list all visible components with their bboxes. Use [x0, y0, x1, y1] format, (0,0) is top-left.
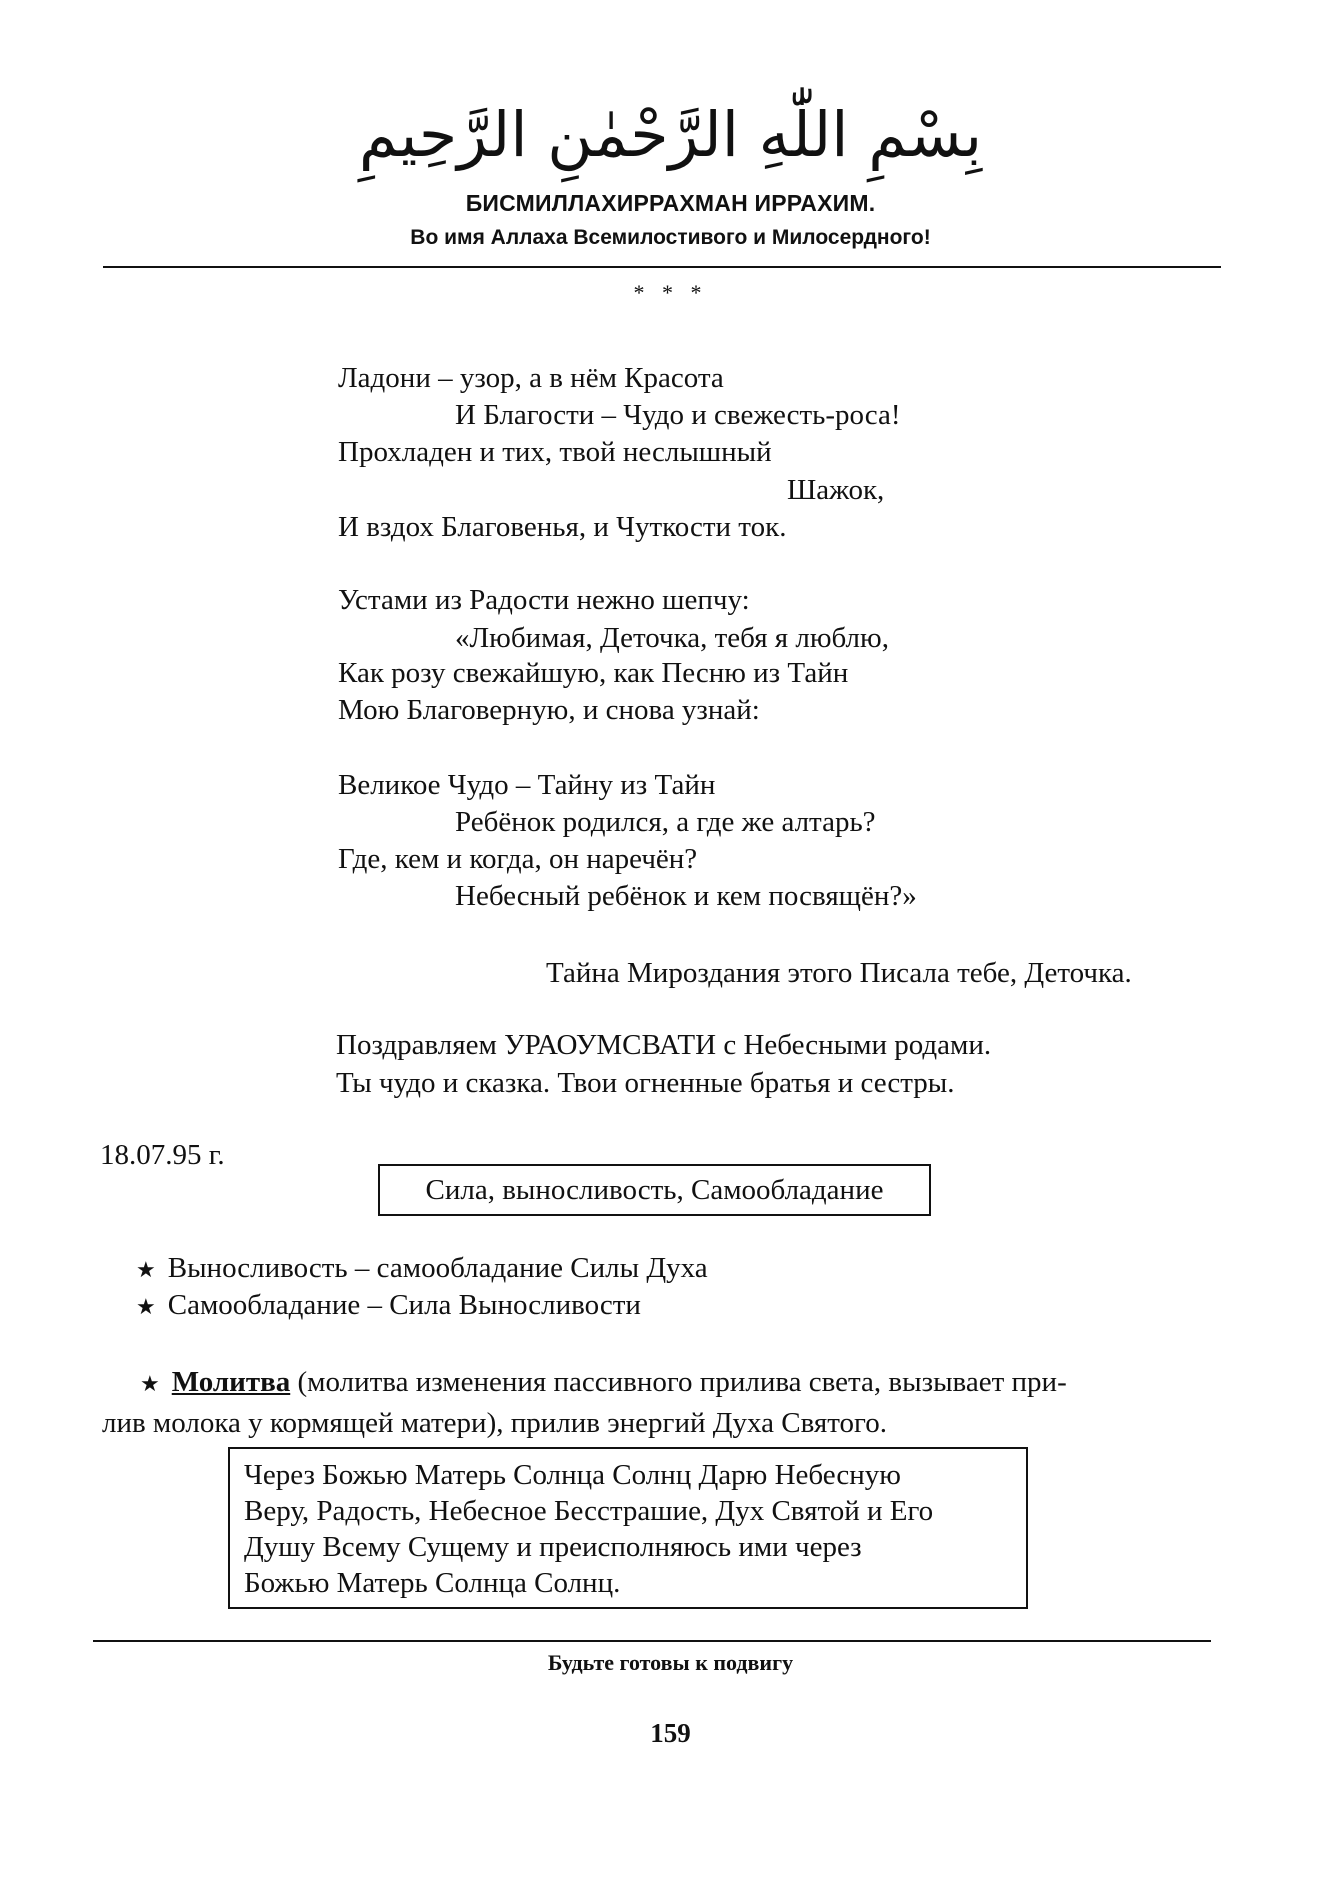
header-title: БИСМИЛЛАХИРРАХМАН ИРРАХИМ.	[465, 190, 876, 216]
prayer-description-cont: лив молока у кормящей матери), прилив энергий Духа Святого.	[102, 1407, 887, 1439]
poem-line: Мою Благоверную, и снова узнай:	[338, 694, 760, 726]
poem-line: Великое Чудо – Тайну из Тайн	[338, 769, 716, 801]
section-heading: Сила, выносливость, Самообладание	[425, 1174, 884, 1206]
footer-rule	[93, 1640, 1211, 1642]
poem-signature: Тайна Мироздания этого Писала тебе, Деточка.	[546, 957, 1132, 989]
prayer-description: (молитва изменения пассивного прилива света, вызывает при-	[290, 1366, 1067, 1398]
poem-line: И вздох Благовенья, и Чуткости ток.	[338, 511, 787, 543]
prayer-heading	[102, 1363, 1190, 1443]
greeting-line: Ты чудо и сказка. Твои огненные братья и сестры.	[336, 1067, 955, 1099]
greeting-line: Поздравляем УРАОУМСВАТИ с Небесными родами.	[336, 1029, 992, 1061]
header-rule	[103, 266, 1221, 268]
poem-line: Где, кем и когда, он наречён?	[338, 843, 698, 875]
section-heading-box	[378, 1164, 931, 1216]
poem-line: Ребёнок родился, а где же алтарь?	[455, 806, 876, 838]
poem-line: Шажок,	[787, 474, 885, 506]
prayer-keyword: Молитва	[171, 1366, 291, 1398]
star-icon: ★	[140, 1372, 160, 1397]
poem-line: Устами из Радости нежно шепчу:	[338, 584, 750, 616]
poem-line: Как розу свежайшую, как Песню из Тайн	[338, 657, 849, 689]
poem-line: Небесный ребёнок и кем посвящён?»	[455, 880, 917, 912]
prayer-line: Веру, Радость, Небесное Бесстрашие, Дух Святой и Его	[244, 1495, 934, 1527]
prayer-line: Душу Всему Сущему и преисполняюсь ими через	[244, 1531, 862, 1563]
star-icon: ★	[136, 1258, 156, 1283]
entry-date: 18.07.95 г.	[100, 1139, 225, 1171]
footer-motto: Будьте готовы к подвигу	[547, 1650, 794, 1675]
poem-separator: * * *	[633, 280, 708, 305]
poem-line: И Благости – Чудо и свежесть-роса!	[455, 399, 901, 431]
bullet-text: Самообладание – Сила Выносливости	[167, 1289, 641, 1321]
page-number: 159	[650, 1718, 691, 1748]
header-subtitle: Во имя Аллаха Всемилостивого и Милосердного!	[410, 226, 931, 249]
bullet-item	[136, 1287, 641, 1326]
poem-line: Прохладен и тих, твой неслышный	[338, 436, 772, 468]
poem-line: «Любимая, Деточка, тебя я люблю,	[455, 622, 889, 654]
bismillah-calligraphy: بِسْمِ اللّٰهِ الرَّحْمٰنِ الرَّحِيمِ	[358, 98, 983, 171]
star-icon: ★	[136, 1295, 156, 1320]
prayer-text-box	[228, 1447, 1028, 1609]
prayer-line: Божью Матерь Солнца Солнц.	[244, 1567, 621, 1599]
bullet-item	[136, 1250, 708, 1289]
bullet-text: Выносливость – самообладание Силы Духа	[167, 1252, 708, 1284]
poem-line: Ладони – узор, а в нём Красота	[338, 362, 724, 394]
prayer-line: Через Божью Матерь Солнца Солнц Дарю Небесную	[244, 1459, 901, 1491]
